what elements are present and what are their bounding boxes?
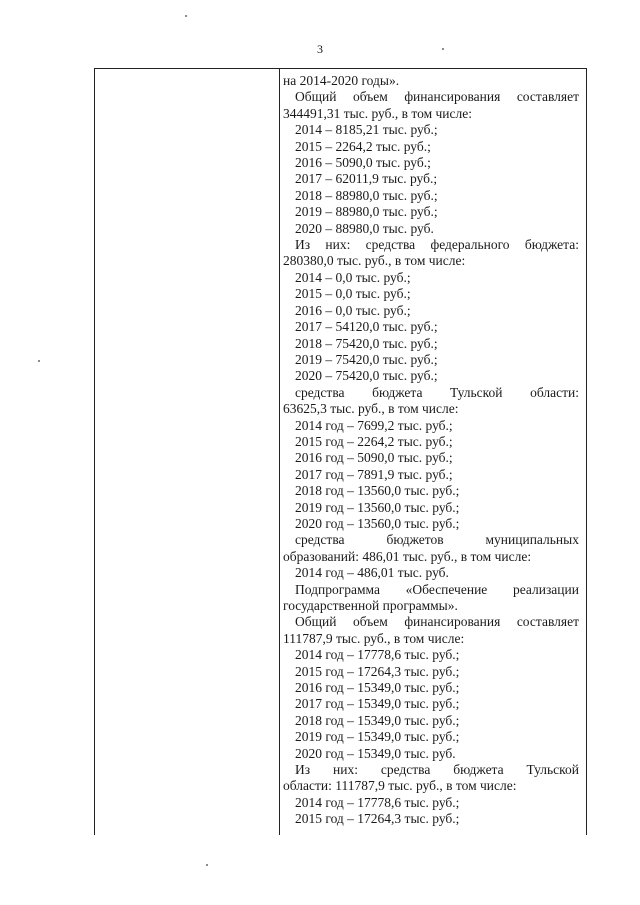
text-line: 111787,9 тыс. руб., в том числе: <box>283 630 465 646</box>
text-line: 2016 – 0,0 тыс. руб.; <box>295 302 411 318</box>
text-line: 2018 год – 13560,0 тыс. руб.; <box>295 483 460 499</box>
text-line: 2017 – 54120,0 тыс. руб.; <box>295 319 438 335</box>
text-line: средства бюджетов муниципальных <box>295 532 579 548</box>
text-line: 2020 год – 15349,0 тыс. руб. <box>295 745 456 761</box>
text-line: 2014 – 0,0 тыс. руб.; <box>295 269 411 285</box>
table-right-cell <box>283 73 579 828</box>
text-line: 2015 – 2264,2 тыс. руб.; <box>295 138 431 154</box>
text-line: 2018 – 88980,0 тыс. руб.; <box>295 187 438 203</box>
text-line: 2019 – 75420,0 тыс. руб.; <box>295 351 438 367</box>
text-line: на 2014-2020 годы». <box>283 73 400 88</box>
text-line: 2016 год – 5090,0 тыс. руб.; <box>295 450 453 466</box>
text-line: 2017 год – 15349,0 тыс. руб.; <box>295 696 460 712</box>
text-line: 2015 год – 2264,2 тыс. руб.; <box>295 433 453 449</box>
text-line: 2014 год – 486,01 тыс. руб. <box>295 565 449 581</box>
text-line: 2014 год – 17778,6 тыс. руб.; <box>295 647 460 663</box>
text-line: 2015 – 0,0 тыс. руб.; <box>295 286 411 302</box>
text-line: 2019 – 88980,0 тыс. руб.; <box>295 204 438 220</box>
text-line: 2016 год – 15349,0 тыс. руб.; <box>295 680 460 696</box>
text-line: 2017 год – 7891,9 тыс. руб.; <box>295 466 453 482</box>
text-line: 2020 год – 13560,0 тыс. руб.; <box>295 515 460 531</box>
text-line: 2014 – 8185,21 тыс. руб.; <box>295 122 438 138</box>
text-line: 280380,0 тыс. руб., в том числе: <box>283 253 466 269</box>
text-line: 2020 – 88980,0 тыс. руб. <box>295 220 434 236</box>
text-line: 2016 – 5090,0 тыс. руб.; <box>295 155 431 171</box>
text-line: 2020 – 75420,0 тыс. руб.; <box>295 368 438 384</box>
scan-speck <box>442 48 444 50</box>
text-line: Общий объем финансирования составляет <box>295 89 579 105</box>
text-line: 2015 год – 17264,3 тыс. руб.; <box>295 811 460 827</box>
text-line: 2019 год – 13560,0 тыс. руб.; <box>295 499 460 515</box>
text-line: 2019 год – 15349,0 тыс. руб.; <box>295 729 460 745</box>
scan-speck <box>206 864 208 866</box>
table-column-divider <box>279 69 280 835</box>
text-line: 344491,31 тыс. руб., в том числе: <box>283 105 472 121</box>
program-table <box>94 68 587 835</box>
text-line: образований: 486,01 тыс. руб., в том числе: <box>283 548 532 564</box>
text-line: 2014 год – 7699,2 тыс. руб.; <box>295 417 453 433</box>
text-line: Из них: средства федерального бюджета: <box>295 237 579 253</box>
scan-speck <box>185 15 187 17</box>
text-line: Подпрограмма «Обеспечение реализации <box>295 581 579 597</box>
text-line: 2015 год – 17264,3 тыс. руб.; <box>295 663 460 679</box>
text-line: средства бюджета Тульской области: <box>295 384 579 400</box>
text-line: 2018 год – 15349,0 тыс. руб.; <box>295 712 460 728</box>
text-line: области: 111787,9 тыс. руб., в том числе: <box>283 778 517 794</box>
text-line: Из них: средства бюджета Тульской <box>295 762 579 778</box>
text-line: 2017 – 62011,9 тыс. руб.; <box>295 171 438 187</box>
scan-speck <box>38 360 40 362</box>
text-line: Общий объем финансирования составляет <box>295 614 579 630</box>
text-line: 63625,3 тыс. руб., в том числе: <box>283 401 459 417</box>
table-left-cell <box>95 69 279 835</box>
page-number: 3 <box>317 42 323 56</box>
text-line: государственной программы». <box>283 598 458 613</box>
text-line: 2014 год – 17778,6 тыс. руб.; <box>295 794 460 810</box>
text-line: 2018 – 75420,0 тыс. руб.; <box>295 335 438 351</box>
